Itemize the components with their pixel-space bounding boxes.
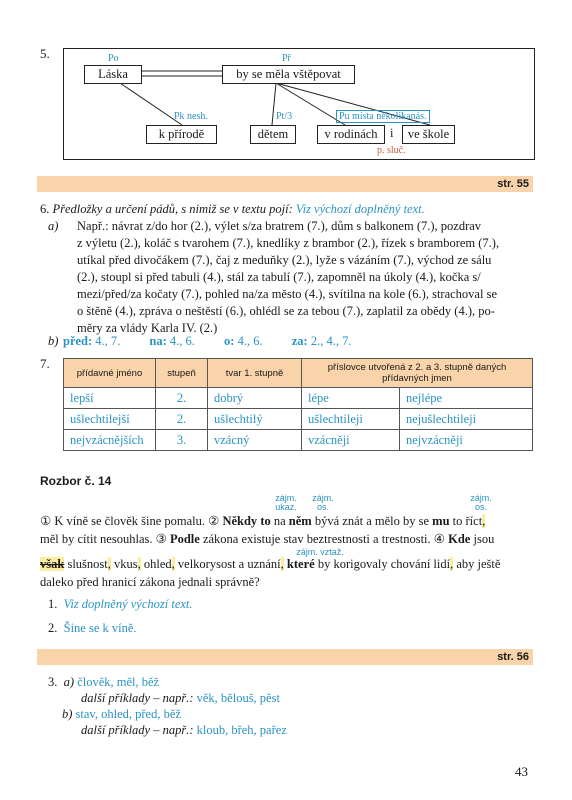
band-label: str. 56 [497,651,529,663]
cell: nejlépe [400,388,533,409]
ex6-a-line: z výletu (2.), koláč s tvarohem (7.), knedlíky z brambor (2.), řízek s bramborem (7.), [77,236,500,250]
cell: nejvzácnějších [64,430,156,451]
box-vstepovat: by se měla vštěpovat [222,65,355,84]
cell: 2. [156,388,208,409]
th: tvar 1. stupně [208,359,302,388]
ex6-number: 6. [40,202,50,216]
label-psluc: p. sluč. [377,145,406,156]
table-row [64,409,533,430]
ex6-a-line: Např.: návrat z/do hor (2.), výlet s/za bratrem (7.), dům s balkonem (7.), pozdrav [77,219,482,233]
ex6-a-line: mezi/před/za kočaty (7.), pohled na/za město (4.), svítilna na kole (6.), strachoval se [77,287,497,301]
ex6-title: Předložky a určení pádů, s nimiž se v textu pojí: [52,202,293,216]
b-val: 2., 4., 7. [310,334,352,348]
rozbor-line: daleko před hranicí zákona jednali správně? [40,575,260,589]
rozbor-line: měl by cítit nesouhlas. ③ Podle zákona existuje stav beztrestnosti a trestnosti. ④ Kde jsou [40,532,495,546]
cell: 3. [156,430,208,451]
cell: ušlechtilejší [64,409,156,430]
diagram-lines [0,0,572,200]
box-prirode: k přírodě [146,125,217,144]
cell: vzácněji [302,430,400,451]
label-po: Po [108,53,119,64]
table-row [64,430,533,451]
cell: ušlechtilý [208,409,302,430]
b-val: 4., 6. [237,334,263,348]
rozbor-q1: 1. Viz doplněný výchozí text. [48,597,193,611]
ex3-b-more: další příklady – např.: kloub, břeh, pařez [81,723,287,737]
cell: ušlechtileji [302,409,400,430]
ex3-a-more: další příklady – např.: věk, bělouš, pěst [81,691,280,705]
conj-i: i [390,126,394,140]
rozbor-line: však slušnost, vkus, ohled, velkorysost a uznání, které by korigovaly chování lidí, aby ještě [40,557,501,571]
band-label: str. 55 [497,178,529,190]
b-key: za: [291,334,308,348]
cell: nejušlechtileji [400,409,533,430]
b-key: o: [224,334,235,348]
box-laska: Láska [84,65,142,84]
ex6-a-label: a) [48,219,59,233]
cell: lepší [64,388,156,409]
th: přídavné jméno [64,359,156,388]
ex7-number: 7. [40,356,50,371]
b-key: před: [63,334,93,348]
mark-zajm-vztaz: zájm. vztaž. [296,547,344,557]
label-pu: Pu místa několikanás. [336,110,430,123]
b-key: na: [149,334,167,348]
label-pk: Pk nesh. [174,111,208,122]
cell: dobrý [208,388,302,409]
cell: 2. [156,409,208,430]
ex6-b-label: b) [48,334,59,348]
cell: nejvzácněji [400,430,533,451]
page-number: 43 [515,764,528,779]
ex6-title-answer: Viz výchozí doplněný text. [295,202,425,216]
b-val: 4., 6. [169,334,195,348]
label-pt: Pt/3 [276,111,293,122]
ex5-number: 5. [40,46,50,61]
mark-zajm-os: zájm. os. [470,493,492,512]
box-rodinach: v rodinách [317,125,385,144]
box-detem: dětem [250,125,296,144]
ex3-a: 3. a) člověk, měl, běž [48,675,160,689]
th: příslovce utvořená z 2. a 3. stupně daných přídavných jmen [302,359,533,388]
rozbor-line: ① K víně se člověk šine pomalu. ② Někdy to na něm bývá znát a mělo by se mu to říct, [40,514,486,528]
adjective-table [63,358,533,451]
mark-zajm-ukaz: zájm. ukaz. [275,493,297,512]
ex6-a-line: o štěně (4.), zpráva o neštěstí (6.), ohlédl se za tebou (7.), zaplatil za obědy (4.), po- [77,304,495,318]
page-band-55 [37,176,533,192]
ex6-b-items [63,333,351,350]
th: stupeň [156,359,208,388]
cell: lépe [302,388,400,409]
ex6-a-line: měry za vlády Karla IV. (2.) [77,321,218,335]
ex6-a-line: (2.), stoupl si před tabuli (4.), stál za tabulí (7.), zapomněl na úkoly (4.), kočka s/ [77,270,481,284]
b-val: 4., 7. [95,334,121,348]
rozbor-title: Rozbor č. 14 [40,474,112,488]
rozbor-q2: 2. Šine se k víně. [48,621,137,635]
cell: vzácný [208,430,302,451]
label-pr: Př [282,53,291,64]
page-band-56 [37,649,533,665]
box-skole: ve škole [402,125,455,144]
ex6-a-line: utíkal před divočákem (7.), čaj z meduňky (2.), lyže s vázáním (7.), východ ze sálu [77,253,492,267]
mark-zajm-os: zájm. os. [312,493,334,512]
table-row [64,388,533,409]
ex3-b: b) stav, ohled, před, běž [62,707,181,721]
